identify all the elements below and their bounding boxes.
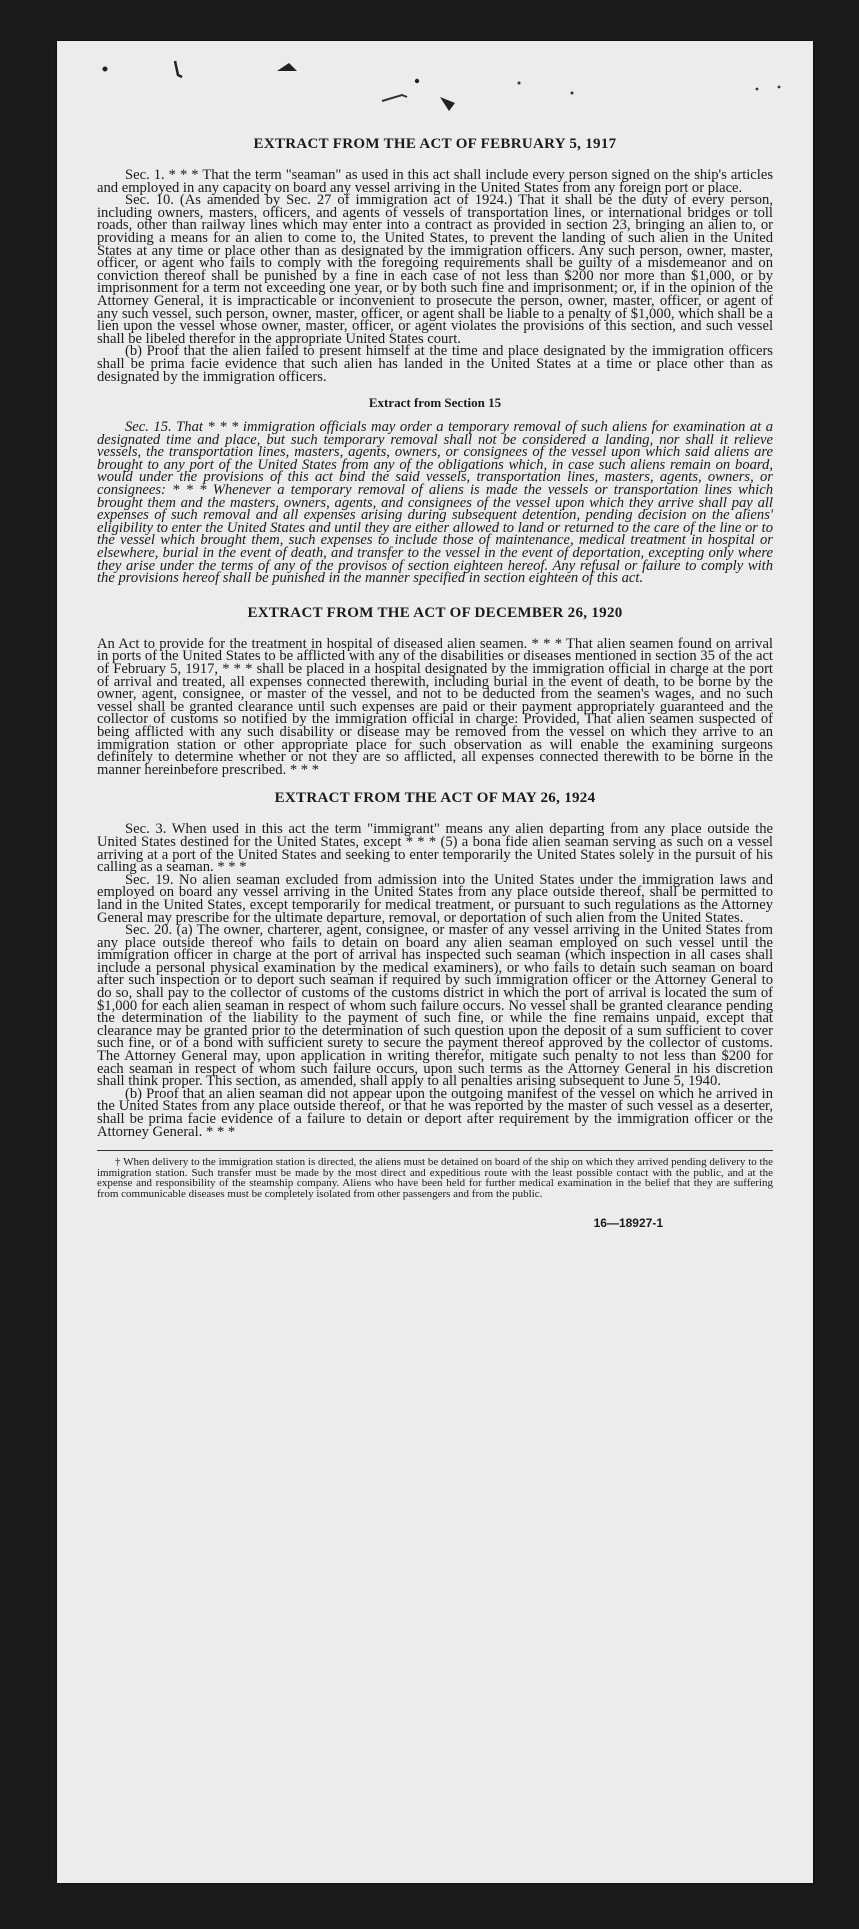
act-1920-paragraph: An Act to provide for the treatment in hospital of diseased alien seamen. * * * That alien seamen found on arrival in ports of the United States to be afflicted with any of the disabilities or diseases mentioned in section 35 of the act of February 5, 1917, * * * shall be placed in a hospital designated by the immigration official in charge at the port of arrival and treated, all expenses connected therewith, including burial in the event of death, to be borne by the owner, agent, consignee, or master of the vessel, and not to be deducted from the seamen's wages, and no such vessel shall be granted clearance until such expenses are paid or their payment appropriately guaranteed and the collector of customs so notified by the immigration official in charge: Provided, That alien seamen suspected of being afflicted with any such disability or disease may be removed from the vessel on which they arrive to an immigration station or other appropriate place for such observation as will enable the examining surgeons definitely to determine whether or not they are so afflicted, all expenses connected therewith to be borne in the manner hereinbefore prescribed. * * * — [97, 635, 773, 778]
form-number: 16—18927-1 — [593, 1215, 663, 1230]
section-3-paragraph: Sec. 3. When used in this act the term "immigrant" means any alien departing from any place outside the United States destined for the United States, except * * * (5) a bona fide alien seaman serving as such on a vessel arriving at a port of the United States and seeking to enter temporarily the United States solely in the pursuit of his calling as a seaman. * * * — [97, 821, 773, 876]
heading-act-1924: EXTRACT FROM THE ACT OF MAY 26, 1924 — [274, 790, 596, 807]
section-19-paragraph: Sec. 19. No alien seaman excluded from admission into the United States under the immigration laws and employed on board any vessel arriving in the United States from any place outside thereof, shall be permitted to land in the United States, except temporarily for medical treatment, or pursuant to such regulations as the Attorney General may prescribe for the ultimate departure, removal, or deportation of such alien from the United States. — [97, 871, 773, 926]
section-1-paragraph: Sec. 1. * * * That the term "seaman" as used in this act shall include every person signed on the ship's articles and employed in any capacity on board any vessel arriving in the United States from any foreign port or place. — [97, 167, 773, 196]
heading-section-15: Extract from Section 15 — [368, 395, 502, 411]
section-15-paragraph: Sec. 15. That * * * immigration officials may order a temporary removal of such aliens for examination at a designated time and place, but such temporary removal shall not be considered a landing, nor shall it relieve vessels, the transportation lines, masters, agents, owners, or consignees of the vessel upon which said aliens are brought to any port of the United States from any of the obligations which, in case such aliens remain on board, would under the provisions of this act bind the said vessels, transportation lines, masters, agents, owners, or consignees: * * * Whenever a temporary removal of aliens is made the vessels or transportation lines which brought them and the masters, owners, agents, and consignees of the vessel upon which they arrive shall pay all expenses of such removal and all expenses arising during subsequent detention, pending decision on the aliens' eligibility to enter the United States and until they are either allowed to land or returned to the care of the line or to the vessel which brought them, such expenses to include those of maintenance, medical treatment in hospital or elsewhere, burial in the event of death, and transfer to the vessel in the event of deportation, excepting only where they arise under the terms of any of the provisos of section eighteen hereof. Any refusal or failure to comply with the provisions hereof shall be punished in the manner specified in section eighteen of this act. — [97, 419, 773, 587]
section-10b-paragraph: (b) Proof that the alien failed to present himself at the time and place designated by the immigration officers shall be prima facie evidence that such alien has landed in the United States at a time or place other than as designated by the immigration officers. — [97, 343, 773, 385]
section-20b-paragraph: (b) Proof that an alien seaman did not appear upon the outgoing manifest of the vessel on which he arrived in the United States from any place outside thereof, or that he was reported by the master of such vessel as a deserter, shall be prima facie evidence of a failure to detain or deport after requirement by the immigration officer or the Attorney General. * * * — [97, 1085, 773, 1140]
heading-act-1920: EXTRACT FROM THE ACT OF DECEMBER 26, 1920 — [247, 604, 623, 621]
footnote: † When delivery to the immigration station is directed, the aliens must be detained on board of the ship on which they arrived pending delivery to the immigration station. Such transfer must be made by the most direct and expeditious route with the least possible contact with the public, and at the expense and responsibility of the steamship company. Aliens who have been held for further medical examination in the belief that they are suffering from communicable diseases must be completely isolated from other passengers and from the public. — [97, 1156, 773, 1200]
section-20a-paragraph: Sec. 20. (a) The owner, charterer, agent, consignee, or master of any vessel arriving in the United States from any place outside thereof who fails to detain on board any alien seaman employed on such vessel until the immigration officer in charge at the port of arrival has inspected such seaman (which inspection in all cases shall include a personal physical examination by the medical examiners), or who fails to detain such seaman on board after such inspection or to deport such seaman if required by such immigration officer or the Attorney General to do so, shall pay to the collector of customs of the customs district in which the port of arrival is located the sum of $1,000 for each alien seaman in respect of whom such failure occurs. No vessel shall be granted clearance pending the determination of the liability to the payment of such fine, or while the fine remains unpaid, except that clearance may be granted prior to the determination of such question upon the deposit of a sum sufficient to cover such fine, or of a bond with sufficient surety to secure the payment thereof approved by the collector of customs. The Attorney General may, upon application in writing therefor, mitigate such penalty to not less than $200 for each seaman in respect of whom such failure occurs, upon such terms as the Attorney General in his discretion shall think proper. This section, as amended, shall apply to all penalties arising subsequent to June 5, 1940. — [97, 922, 773, 1090]
scan-specks-decoration — [57, 41, 813, 131]
document-page — [57, 41, 813, 1883]
footnote-divider — [97, 1150, 773, 1151]
heading-act-1917: EXTRACT FROM THE ACT OF FEBRUARY 5, 1917 — [253, 136, 617, 152]
document-body — [97, 136, 773, 1230]
section-10-paragraph: Sec. 10. (As amended by Sec. 27 of immigration act of 1924.) That it shall be the duty of every person, including owners, masters, officers, and agents of vessels of transportation lines, or international bridges or toll roads, other than railway lines which may enter into a contract as provided in section 23, bringing an alien to, or providing a means for an alien to come to, the United States, to prevent the landing of such alien in the United States at any time or place other than as designated by the immigration officers. Any such person, owner, master, officer, or agent who fails to comply with the foregoing requirements shall be guilty of a misdemeanor and on conviction thereof shall be punished by a fine in each case of not less than $200 nor more than $1,000, or by imprisonment for a term not exceeding one year, or by both such fine and imprisonment; or, if in the opinion of the Attorney General, it is impracticable or inconvenient to prosecute the person, owner, master, officer, or agent of any such vessel, such person, owner, master, officer, or agent shall be liable to a penalty of $1,000, which shall be a lien upon the vessel whose owner, master, officer, or agent violates the provisions of this section, and such vessel shall be libeled therefor in the appropriate United States court. — [97, 192, 773, 347]
